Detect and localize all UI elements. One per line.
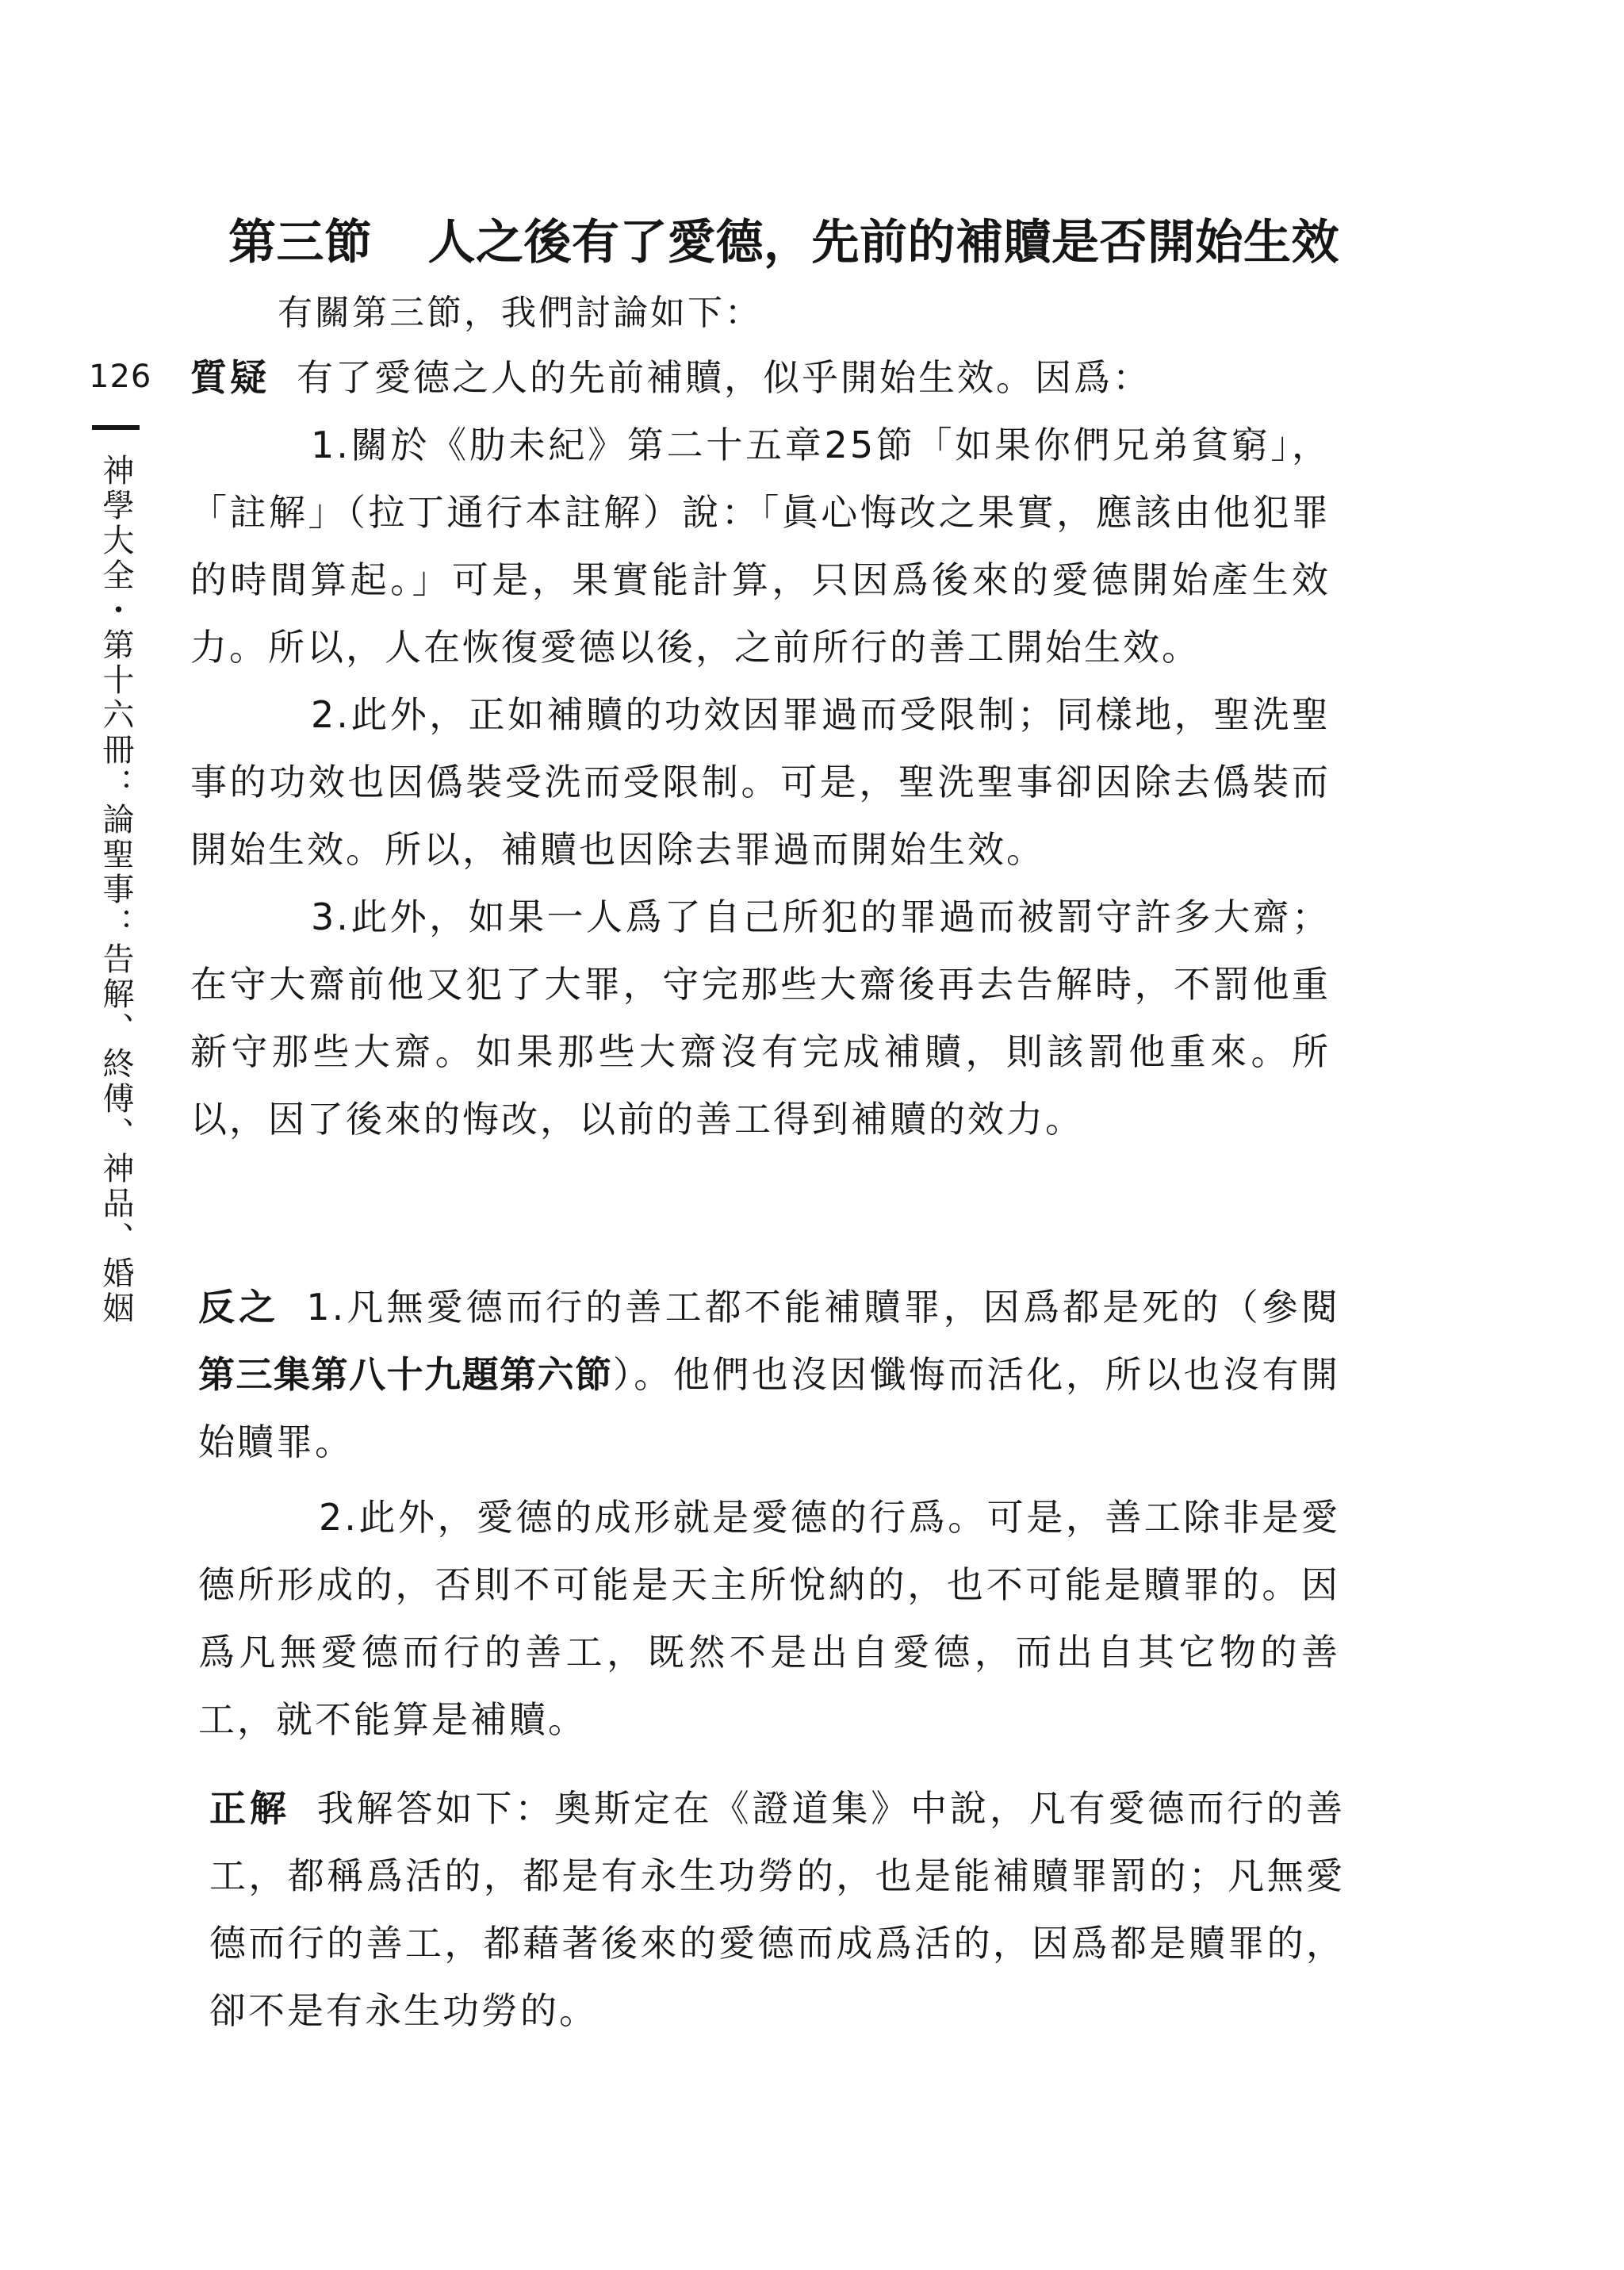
objections-label: 質疑 <box>190 356 270 399</box>
section-title-text: 人之後有了愛德，先前的補贖是否開始生效 <box>427 215 1339 270</box>
objections-lead-paragraph <box>190 344 1331 412</box>
objection-1: 1.關於《肋未紀》第二十五章25節「如果你們兄弟貧窮」，「註解」（拉丁通行本註解）說：「眞心悔改之果實，應該由他犯罪的時間算起。」可是，果實能計算，只因爲後來的愛德開始產生效力。所以，人在恢復愛德以後，之前所行的善工開始生效。 <box>190 424 1331 669</box>
margin-rule <box>92 425 140 430</box>
page-number: 126 <box>89 359 152 395</box>
contrary-paragraph-1 <box>198 1274 1340 1476</box>
contrary-paragraph-2: 2.此外，愛德的成形就是愛德的行爲。可是，善工除非是愛德所形成的，否則不可能是天主所悅納的，也不可能是贖罪的。因爲凡無愛德而行的善工，既然不是出自愛德，而出自其它物的善工，就不能算是補贖。 <box>198 1496 1340 1741</box>
objections-block <box>190 344 1331 1153</box>
contrary-block <box>198 1274 1340 1754</box>
contrary-label: 反之 <box>198 1286 280 1329</box>
objection-2: 2.此外，正如補贖的功效因罪過而受限制；同樣地，聖洗聖事的功效也因僞裝受洗而受限制。可是，聖洗聖事卻因除去僞裝而開始生效。所以，補贖也因除去罪過而開始生效。 <box>190 693 1331 871</box>
answer-text: 我解答如下：奧斯定在《證道集》中說，凡有愛德而行的善工，都稱爲活的，都是有永生功勞的，也是能補贖罪罰的；凡無愛德而行的善工，都藉著後來的愛德而成爲活的，因爲都是贖罪的，卻不是有永生功勞的。 <box>209 1787 1346 2032</box>
answer-paragraph <box>209 1775 1345 2045</box>
objection-3: 3.此外，如果一人爲了自己所犯的罪過而被罰守許多大齋；在守大齋前他又犯了大罪，守完那些大齋後再去告解時，不罰他重新守那些大齋。如果那些大齋沒有完成補贖，則該罰他重來。所以，因了後來的悔改，以前的善工得到補贖的效力。 <box>190 895 1331 1141</box>
running-title: 神學大全・第十六冊：論聖事：告解、終傅、神品、婚姻 <box>98 454 134 1326</box>
section-title <box>228 205 1339 273</box>
objections-lead: 有了愛德之人的先前補贖，似乎開始生效。因爲： <box>297 356 1151 399</box>
contrary-1-text-b: ）。他們也沒因懺悔而活化，所以也沒有開始贖罪。 <box>198 1353 1341 1463</box>
section-intro: 有關第三節，我們討論如下： <box>278 293 762 333</box>
answer-block <box>209 1775 1345 2045</box>
section-title-number: 第三節 <box>228 215 373 270</box>
answer-label: 正解 <box>209 1787 290 1830</box>
contrary-1-text-a: 1.凡無愛德而行的善工都不能補贖罪，因爲都是死的（參閱 <box>306 1286 1341 1329</box>
contrary-1-reference: 第三集第八十九題第六節 <box>198 1353 613 1396</box>
